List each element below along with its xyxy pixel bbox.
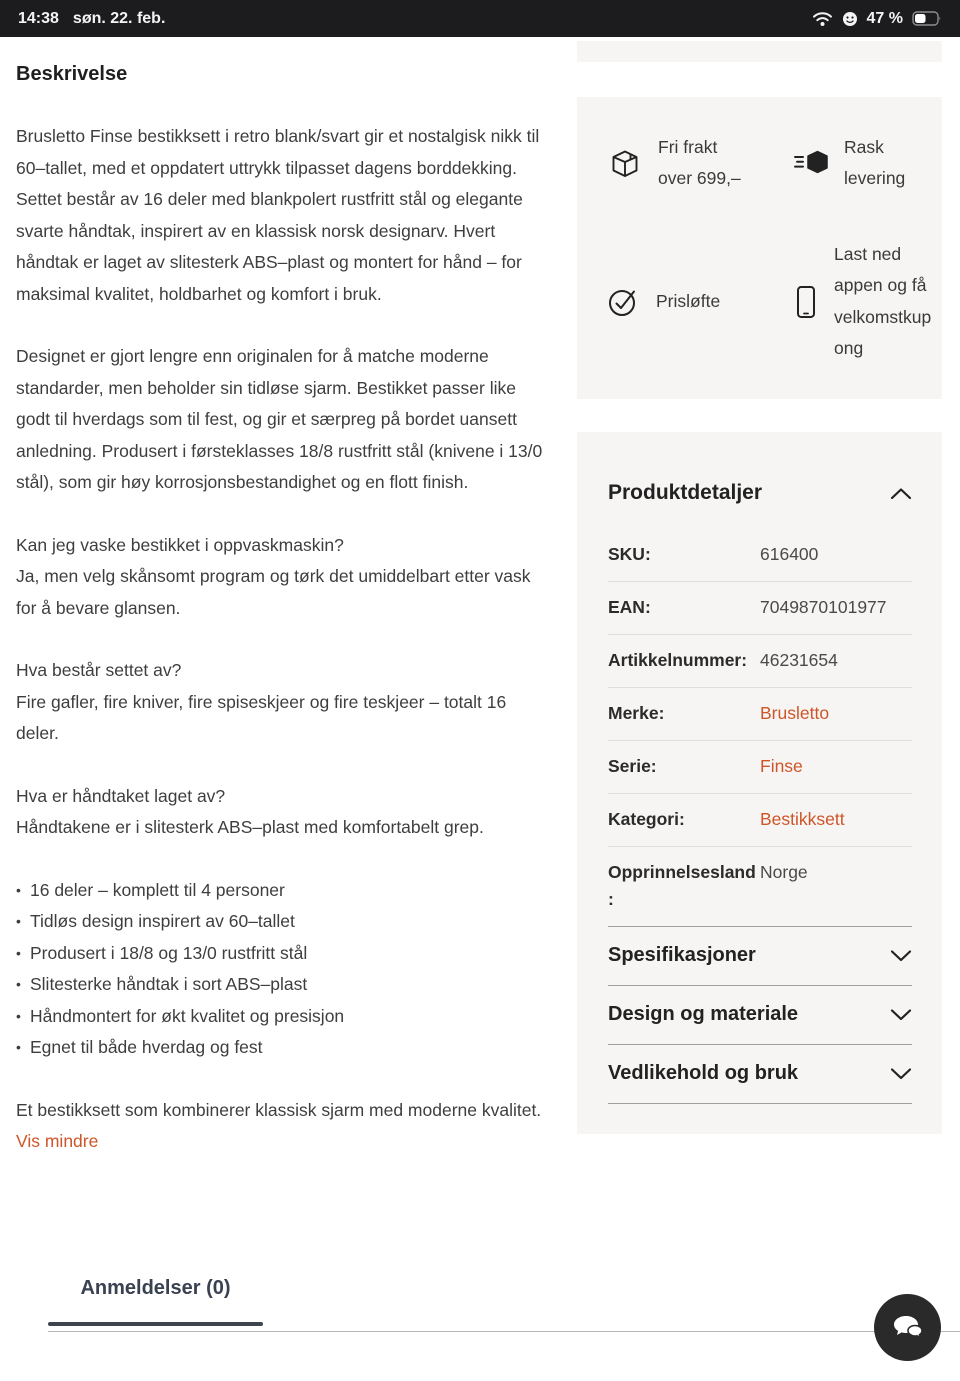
focus-face-icon [842, 11, 858, 27]
detail-row-sku [608, 529, 912, 582]
fast-delivery-icon [793, 147, 829, 179]
faq-question: Hva består settet av? [16, 660, 182, 680]
category-link[interactable]: Bestikksett [760, 809, 845, 829]
product-details-header[interactable] [608, 481, 912, 505]
faq-item [16, 781, 549, 844]
faq-answer: Håndtakene er i slitesterk ABS–plast med komfortabelt grep. [16, 817, 484, 837]
battery-percent: 47 % [866, 9, 903, 27]
feature-list [16, 875, 549, 1064]
detail-row-kategori [608, 794, 912, 847]
detail-label: Artikkelnummer: [608, 650, 748, 670]
product-details-panel [577, 432, 942, 1134]
chevron-down-icon [890, 949, 912, 962]
detail-value: 616400 [760, 544, 819, 564]
feature-item: • Håndmontert for økt kvalitet og presisjon [16, 1001, 549, 1033]
benefits-box [577, 97, 942, 399]
benefit-label: Last ned appen og få velkomstkupong [834, 243, 932, 358]
detail-label: Kategori: [608, 809, 685, 829]
faq-answer: Ja, men velg skånsomt program og tørk det umiddelbart etter vask for å bevare glansen. [16, 566, 531, 618]
status-date: søn. 22. feb. [72, 9, 166, 27]
faq-question: Hva er håndtaket laget av? [16, 785, 226, 806]
accordion-title: Vedlikehold og bruk [608, 1062, 799, 1084]
accordion-title: Design og materiale [608, 1003, 799, 1025]
detail-value: Norge [760, 862, 808, 882]
accordion-title: Spesifikasjoner [608, 944, 756, 966]
accordion-spesifikasjoner[interactable] [608, 927, 912, 986]
product-details-title: Produktdetaljer [608, 481, 763, 504]
description-paragraph: Brusletto Finse bestikksett i retro blank/svart gir et nostalgisk nikk til 60–tallet, med et oppdatert uttrykk tilpasset dagens borddekking. Settet består av 16 deler med blankpolert rustfritt stål og elegante svarte håndtak, inspirert av en klassisk norsk designarv. Hvert håndtak er laget av slitesterk ABS–plast og montert for hånd – for maksimal kvalitet, holdbarhet og komfort i bruk. [16, 126, 540, 304]
scrolled-panel-edge [577, 41, 942, 62]
benefit-free-shipping [607, 132, 793, 195]
detail-label: Serie: [608, 756, 657, 776]
tab-bar [48, 1277, 960, 1332]
faq-answer: Fire gafler, fire kniver, fire spiseskjeer og fire teskjeer – totalt 16 deler. [16, 691, 507, 743]
detail-row-opprinnelsesland [608, 847, 912, 927]
price-promise-check-icon [607, 286, 641, 318]
description-section [16, 63, 549, 1158]
detail-label: EAN: [608, 597, 651, 617]
tab-active-underline [48, 1322, 263, 1326]
benefit-app-coupon [793, 239, 942, 365]
detail-row-merke [608, 688, 912, 741]
tab-reviews[interactable]: Anmeldelser (0) [80, 1277, 231, 1299]
accordion-vedlikehold-og-bruk[interactable] [608, 1045, 912, 1104]
phone-icon [793, 284, 819, 320]
benefit-price-promise [607, 239, 793, 365]
detail-row-artikkelnummer [608, 635, 912, 688]
tab-bar-divider [48, 1331, 960, 1332]
benefit-label: Prisløfte [656, 290, 721, 311]
series-link[interactable]: Finse [760, 756, 803, 776]
description-title: Beskrivelse [16, 63, 128, 85]
brand-link[interactable]: Brusletto [760, 703, 830, 723]
chat-bubbles-icon [892, 1314, 924, 1342]
faq-item [16, 655, 549, 750]
detail-label: SKU: [608, 544, 651, 564]
faq-question: Kan jeg vaske bestikket i oppvaskmaskin? [16, 534, 344, 555]
battery-icon [912, 11, 942, 26]
benefit-fast-delivery [793, 132, 942, 195]
feature-item: • Slitesterke håndtak i sort ABS–plast [16, 969, 549, 1001]
closing-text: Et bestikksett som kombinerer klassisk sjarm med moderne kvalitet. [16, 1099, 542, 1120]
feature-item: • Egnet til både hverdag og fest [16, 1032, 549, 1064]
chevron-up-icon [890, 487, 912, 500]
detail-value: 7049870101977 [760, 597, 887, 617]
accordion-design-og-materiale[interactable] [608, 986, 912, 1045]
feature-item: • Tidløs design inspirert av 60–tallet [16, 906, 549, 938]
benefit-label: Rask levering [844, 136, 906, 188]
detail-row-ean [608, 582, 912, 635]
chat-button[interactable] [874, 1294, 941, 1361]
faq-item [16, 530, 549, 625]
detail-label: Merke: [608, 703, 665, 723]
detail-row-serie [608, 741, 912, 794]
status-time: 14:38 [18, 9, 59, 27]
chevron-down-icon [890, 1067, 912, 1080]
package-icon [607, 146, 643, 181]
sidebar [577, 41, 942, 1134]
benefit-label: Fri frakt over 699,– [658, 136, 741, 188]
feature-item: • 16 deler – komplett til 4 personer [16, 875, 549, 907]
wifi-icon [812, 11, 833, 27]
description-paragraph: Designet er gjort lengre enn originalen for å matche moderne standarder, men beholder sin tidløse sjarm. Bestikket passer like godt til hverdags som til fest, og gir et særpreg på bordet uansett anledning. Produsert i førsteklasses 18/8 rustfritt stål (knivene i 13/0 stål), som gir høy korrosjonsbestandighet og en flott finish. [16, 346, 543, 492]
detail-value: 46231654 [760, 650, 838, 670]
chevron-down-icon [890, 1008, 912, 1021]
detail-label: Opprinnelsesland: [608, 862, 756, 909]
status-bar [0, 0, 960, 37]
show-less-link[interactable]: Vis mindre [16, 1131, 99, 1151]
feature-item: • Produsert i 18/8 og 13/0 rustfritt stål [16, 938, 549, 970]
